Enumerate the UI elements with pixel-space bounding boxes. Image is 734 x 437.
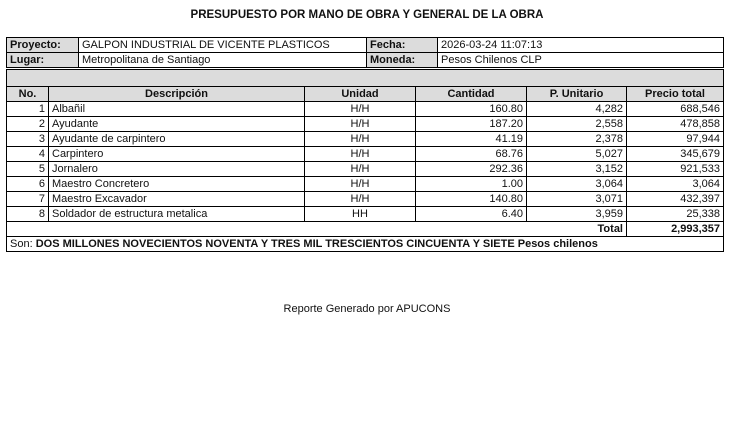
fecha-label: Fecha: bbox=[367, 38, 438, 53]
row-unidad: H/H bbox=[305, 147, 416, 162]
lugar-value: Metropolitana de Santiago bbox=[79, 53, 367, 68]
header-row bbox=[7, 87, 724, 102]
row-no: 7 bbox=[7, 192, 49, 207]
row-total: 478,858 bbox=[627, 117, 724, 132]
row-no: 1 bbox=[7, 102, 49, 117]
row-total: 345,679 bbox=[627, 147, 724, 162]
total-label: Total bbox=[7, 222, 627, 237]
row-descripcion: Maestro Excavador bbox=[49, 192, 305, 207]
header-no: No. bbox=[7, 87, 49, 102]
table-row bbox=[7, 177, 724, 192]
header-descripcion: Descripción bbox=[49, 87, 305, 102]
fecha-value: 2026-03-24 11:07:13 bbox=[438, 38, 724, 53]
proyecto-label: Proyecto: bbox=[7, 38, 79, 53]
row-descripcion: Ayudante bbox=[49, 117, 305, 132]
row-descripcion: Soldador de estructura metalica bbox=[49, 207, 305, 222]
table-row bbox=[7, 207, 724, 222]
row-no: 8 bbox=[7, 207, 49, 222]
row-unitario: 2,378 bbox=[527, 132, 627, 147]
lugar-label: Lugar: bbox=[7, 53, 79, 68]
table-row bbox=[7, 192, 724, 207]
amount-in-words bbox=[7, 237, 724, 252]
gray-band bbox=[7, 70, 724, 87]
row-unitario: 4,282 bbox=[527, 102, 627, 117]
table-row bbox=[7, 147, 724, 162]
row-unidad: H/H bbox=[305, 117, 416, 132]
row-total: 97,944 bbox=[627, 132, 724, 147]
row-unitario: 3,071 bbox=[527, 192, 627, 207]
son-text: DOS MILLONES NOVECIENTOS NOVENTA Y TRES MIL TRESCIENTOS CINCUENTA Y SIETE Pesos chilenos bbox=[35, 238, 598, 250]
row-total: 921,533 bbox=[627, 162, 724, 177]
moneda-value: Pesos Chilenos CLP bbox=[438, 53, 724, 68]
row-cantidad: 6.40 bbox=[416, 207, 527, 222]
son-row bbox=[7, 237, 724, 252]
row-cantidad: 68.76 bbox=[416, 147, 527, 162]
row-descripcion: Maestro Concretero bbox=[49, 177, 305, 192]
row-cantidad: 187.20 bbox=[416, 117, 527, 132]
row-cantidad: 160.80 bbox=[416, 102, 527, 117]
row-total: 25,338 bbox=[627, 207, 724, 222]
row-total: 688,546 bbox=[627, 102, 724, 117]
row-unitario: 3,064 bbox=[527, 177, 627, 192]
row-total: 432,397 bbox=[627, 192, 724, 207]
row-cantidad: 1.00 bbox=[416, 177, 527, 192]
row-unitario: 3,959 bbox=[527, 207, 627, 222]
spacer-row bbox=[7, 70, 724, 87]
info-row-lugar bbox=[7, 53, 724, 68]
items-table bbox=[6, 69, 724, 252]
total-value: 2,993,357 bbox=[627, 222, 724, 237]
son-label: Son: bbox=[10, 238, 33, 250]
row-no: 2 bbox=[7, 117, 49, 132]
report-footer: Reporte Generado por APUCONS bbox=[283, 303, 451, 315]
table-row bbox=[7, 102, 724, 117]
row-unidad: H/H bbox=[305, 132, 416, 147]
total-row bbox=[7, 222, 724, 237]
table-row bbox=[7, 117, 724, 132]
row-unidad: H/H bbox=[305, 102, 416, 117]
report-title: PRESUPUESTO POR MANO DE OBRA Y GENERAL DE LA OBRA bbox=[190, 9, 544, 21]
row-descripcion: Ayudante de carpintero bbox=[49, 132, 305, 147]
row-descripcion: Carpintero bbox=[49, 147, 305, 162]
row-unidad: H/H bbox=[305, 192, 416, 207]
header-cantidad: Cantidad bbox=[416, 87, 527, 102]
row-no: 6 bbox=[7, 177, 49, 192]
row-unitario: 2,558 bbox=[527, 117, 627, 132]
row-no: 5 bbox=[7, 162, 49, 177]
table-row bbox=[7, 162, 724, 177]
header-unitario: P. Unitario bbox=[527, 87, 627, 102]
row-descripcion: Jornalero bbox=[49, 162, 305, 177]
header-total: Precio total bbox=[627, 87, 724, 102]
table-row bbox=[7, 132, 724, 147]
moneda-label: Moneda: bbox=[367, 53, 438, 68]
row-unitario: 5,027 bbox=[527, 147, 627, 162]
row-descripcion: Albañil bbox=[49, 102, 305, 117]
info-row-proyecto bbox=[7, 38, 724, 53]
row-cantidad: 140.80 bbox=[416, 192, 527, 207]
row-unidad: HH bbox=[305, 207, 416, 222]
row-cantidad: 41.19 bbox=[416, 132, 527, 147]
proyecto-value: GALPON INDUSTRIAL DE VICENTE PLASTICOS bbox=[79, 38, 367, 53]
row-unidad: H/H bbox=[305, 177, 416, 192]
row-no: 4 bbox=[7, 147, 49, 162]
header-unidad: Unidad bbox=[305, 87, 416, 102]
project-info-table bbox=[6, 37, 724, 68]
row-unitario: 3,152 bbox=[527, 162, 627, 177]
row-total: 3,064 bbox=[627, 177, 724, 192]
row-unidad: H/H bbox=[305, 162, 416, 177]
row-cantidad: 292.36 bbox=[416, 162, 527, 177]
row-no: 3 bbox=[7, 132, 49, 147]
